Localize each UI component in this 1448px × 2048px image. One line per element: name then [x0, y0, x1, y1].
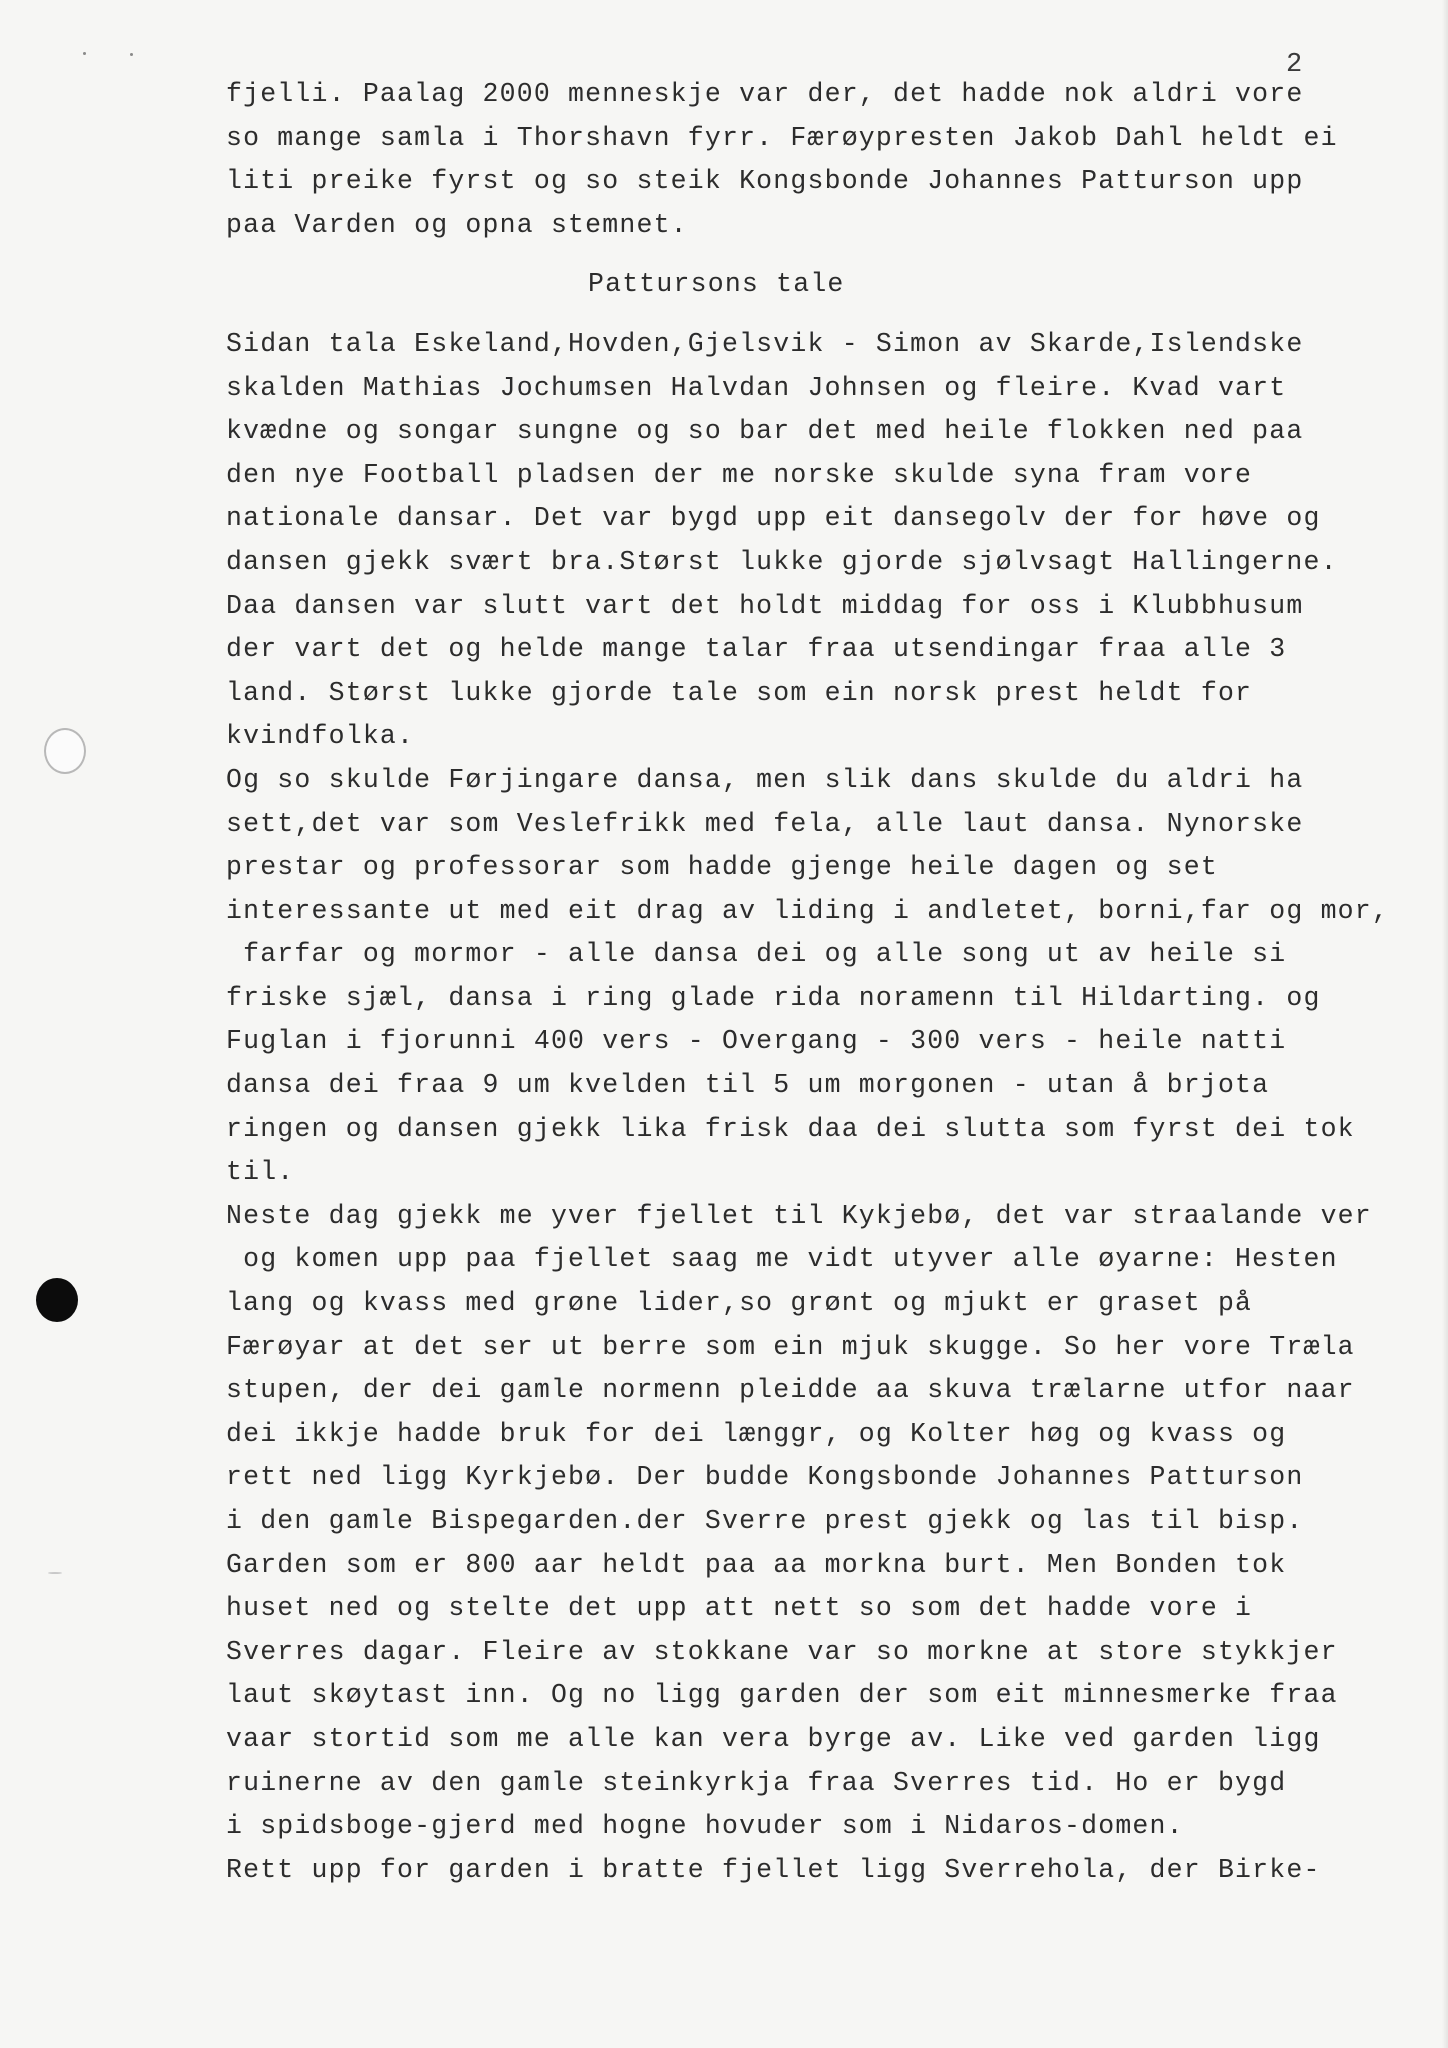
- text-line: dei ikkje hadde bruk for dei længgr, og Kolter høg og kvass og: [226, 1418, 1287, 1449]
- text-line: i spidsboge-gjerd med hogne hovuder som i Nidaros-domen.: [226, 1811, 1184, 1842]
- punch-hole-dark: [36, 1278, 78, 1322]
- section-heading: Pattursons tale: [588, 269, 845, 300]
- text-line: farfar og mormor - alle dansa dei og alle song ut av heile si: [226, 939, 1287, 970]
- text-line: liti preike fyrst og so steik Kongsbonde Johannes Patturson upp: [226, 166, 1304, 197]
- text-line: friske sjæl, dansa i ring glade rida noramenn til Hildarting. og: [226, 982, 1321, 1013]
- text-line: kvindfolka.: [226, 721, 415, 752]
- text-line: Sverres dagar. Fleire av stokkane var so morkne at store stykkjer: [226, 1636, 1338, 1667]
- text-line: stupen, der dei gamle normenn pleidde aa skuva trælarne utfor naar: [226, 1375, 1355, 1406]
- text-line: laut skøytast inn. Og no ligg garden der som eit minnesmerke fraa: [226, 1680, 1338, 1711]
- text-line: Garden som er 800 aar heldt paa aa morkna burt. Men Bonden tok: [226, 1549, 1287, 1580]
- text-line: dansen gjekk svært bra.Størst lukke gjorde sjølvsagt Hallingerne.: [226, 546, 1338, 577]
- text-line: vaar stortid som me alle kan vera byrge av. Like ved garden ligg: [226, 1723, 1321, 1754]
- text-line: Færøyar at det ser ut berre som ein mjuk skugge. So her vore Træla: [226, 1331, 1355, 1362]
- text-line: sett,det var som Veslefrikk med fela, alle laut dansa. Nynorske: [226, 808, 1304, 839]
- text-line: til.: [226, 1157, 295, 1188]
- text-line: land. Størst lukke gjorde tale som ein norsk prest heldt for: [226, 677, 1253, 708]
- text-line: Og so skulde Førjingare dansa, men slik dans skulde du aldri ha: [226, 764, 1304, 795]
- text-line: ruinerne av den gamle steinkyrkja fraa Sverres tid. Ho er bygd: [226, 1767, 1287, 1798]
- text-line: Fuglan i fjorunni 400 vers - Overgang - 300 vers - heile natti: [226, 1026, 1287, 1057]
- paper-mark: [48, 1572, 62, 1574]
- text-line: huset ned og stelte det upp att nett so som det hadde vore i: [226, 1593, 1253, 1624]
- paper-speck: [83, 52, 86, 55]
- text-line: paa Varden og opna stemnet.: [226, 209, 688, 240]
- paper-speck: [130, 53, 133, 56]
- text-line: nationale dansar. Det var bygd upp eit dansegolv der for høve og: [226, 503, 1321, 534]
- text-line: Sidan tala Eskeland,Hovden,Gjelsvik - Simon av Skarde,Islendske: [226, 328, 1304, 359]
- text-line: Neste dag gjekk me yver fjellet til Kykjebø, det var straalande ver: [226, 1200, 1372, 1231]
- text-line: i den gamle Bispegarden.der Sverre prest gjekk og las til bisp.: [226, 1506, 1304, 1536]
- paragraph-opening: [226, 73, 1436, 247]
- page-number: 2: [1286, 50, 1303, 80]
- text-line: so mange samla i Thorshavn fyrr. Færøypresten Jakob Dahl heldt ei: [226, 122, 1338, 153]
- text-line: kvædne og songar sungne og so bar det med heile flokken ned paa: [226, 416, 1304, 447]
- text-line: Rett upp for garden i bratte fjellet ligg Sverrehola, der Birke-: [226, 1854, 1321, 1885]
- text-line: rett ned ligg Kyrkjebø. Der budde Kongsbonde Johannes Patturson: [226, 1462, 1304, 1493]
- text-line: og komen upp paa fjellet saag me vidt utyver alle øyarne: Hesten: [226, 1244, 1338, 1275]
- text-line: dansa dei fraa 9 um kvelden til 5 um morgonen - utan å brjota: [226, 1070, 1270, 1101]
- text-line: den nye Football pladsen der me norske skulde syna fram vore: [226, 459, 1253, 490]
- text-line: interessante ut med eit drag av liding i andletet, borni,far og mor,: [226, 895, 1389, 926]
- text-line: ringen og dansen gjekk lika frisk daa dei slutta som fyrst dei tok: [226, 1113, 1355, 1144]
- typed-text-body: [226, 73, 1436, 1892]
- text-line: prestar og professorar som hadde gjenge heile dagen og set: [226, 852, 1218, 883]
- text-line: skalden Mathias Jochumsen Halvdan Johnsen og fleire. Kvad vart: [226, 372, 1287, 403]
- text-line: Daa dansen var slutt vart det holdt middag for oss i Klubbhusum: [226, 590, 1304, 621]
- text-line: der vart det og helde mange talar fraa utsendingar fraa alle 3: [226, 634, 1287, 665]
- punch-hole-empty: [44, 728, 86, 774]
- text-line: lang og kvass med grøne lider,so grønt og mjukt er graset på: [226, 1288, 1253, 1319]
- text-line: fjelli. Paalag 2000 menneskje var der, det hadde nok aldri vore: [226, 79, 1304, 109]
- paragraph-main: [226, 323, 1436, 1892]
- page-edge: [1442, 0, 1448, 2048]
